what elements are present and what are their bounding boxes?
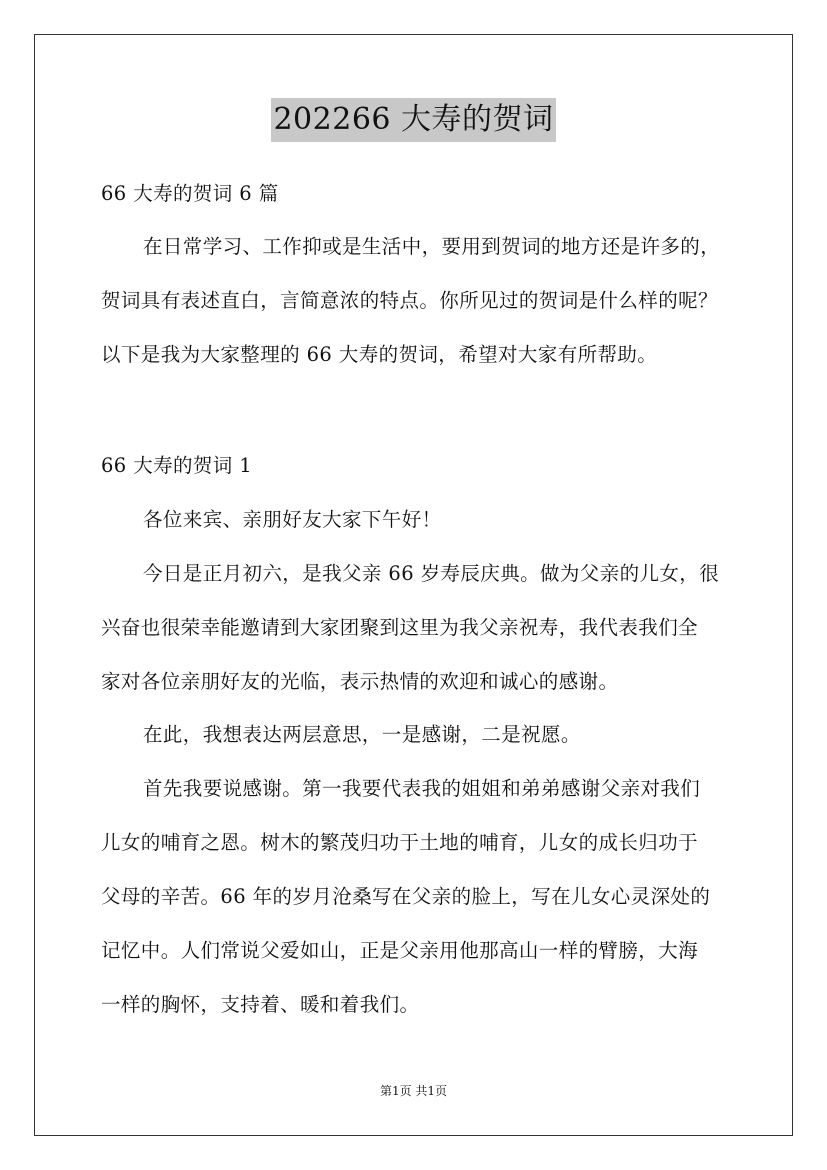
paragraph-line: 今日是正月初六，是我父亲 66 岁寿辰庆典。做为父亲的儿女，很 — [143, 562, 720, 585]
paragraph-line: 在此，我想表达两层意思，一是感谢，二是祝愿。 — [143, 723, 581, 746]
title-container — [0, 98, 827, 142]
page-number: 第1页 共1页 — [379, 1084, 448, 1098]
paragraph-line: 贺词具有表述直白，言简意浓的特点。你所见过的贺词是什么样的呢？ — [101, 289, 718, 312]
paragraph-line: 父母的辛苦。66 年的岁月沧桑写在父亲的脸上，写在儿女心灵深处的 — [101, 885, 711, 908]
paragraph-line: 以下是我为大家整理的 66 大寿的贺词，希望对大家有所帮助。 — [101, 343, 658, 366]
subtitle: 66 大寿的贺词 6 篇 — [101, 182, 279, 205]
section-heading: 66 大寿的贺词 1 — [101, 454, 253, 477]
paragraph-line: 一样的胸怀，支持着、暖和着我们。 — [101, 993, 420, 1016]
paragraph-line: 兴奋也很荣幸能邀请到大家团聚到这里为我父亲祝寿，我代表我们全 — [101, 616, 699, 639]
paragraph-line: 记忆中。人们常说父爱如山，正是父亲用他那高山一样的臂膀，大海 — [101, 939, 699, 962]
document-title: 202266 大寿的贺词 — [271, 98, 555, 142]
paragraph-line: 在日常学习、工作抑或是生活中，要用到贺词的地方还是许多的， — [143, 235, 721, 258]
paragraph-line: 各位来宾、亲朋好友大家下午好！ — [143, 508, 442, 531]
paragraph-line: 儿女的哺育之恩。树木的繁茂归功于土地的哺育，儿女的成长归功于 — [101, 831, 699, 854]
paragraph-line: 家对各位亲朋好友的光临，表示热情的欢迎和诚心的感谢。 — [101, 670, 619, 693]
paragraph-line: 首先我要说感谢。第一我要代表我的姐姐和弟弟感谢父亲对我们 — [143, 777, 701, 800]
